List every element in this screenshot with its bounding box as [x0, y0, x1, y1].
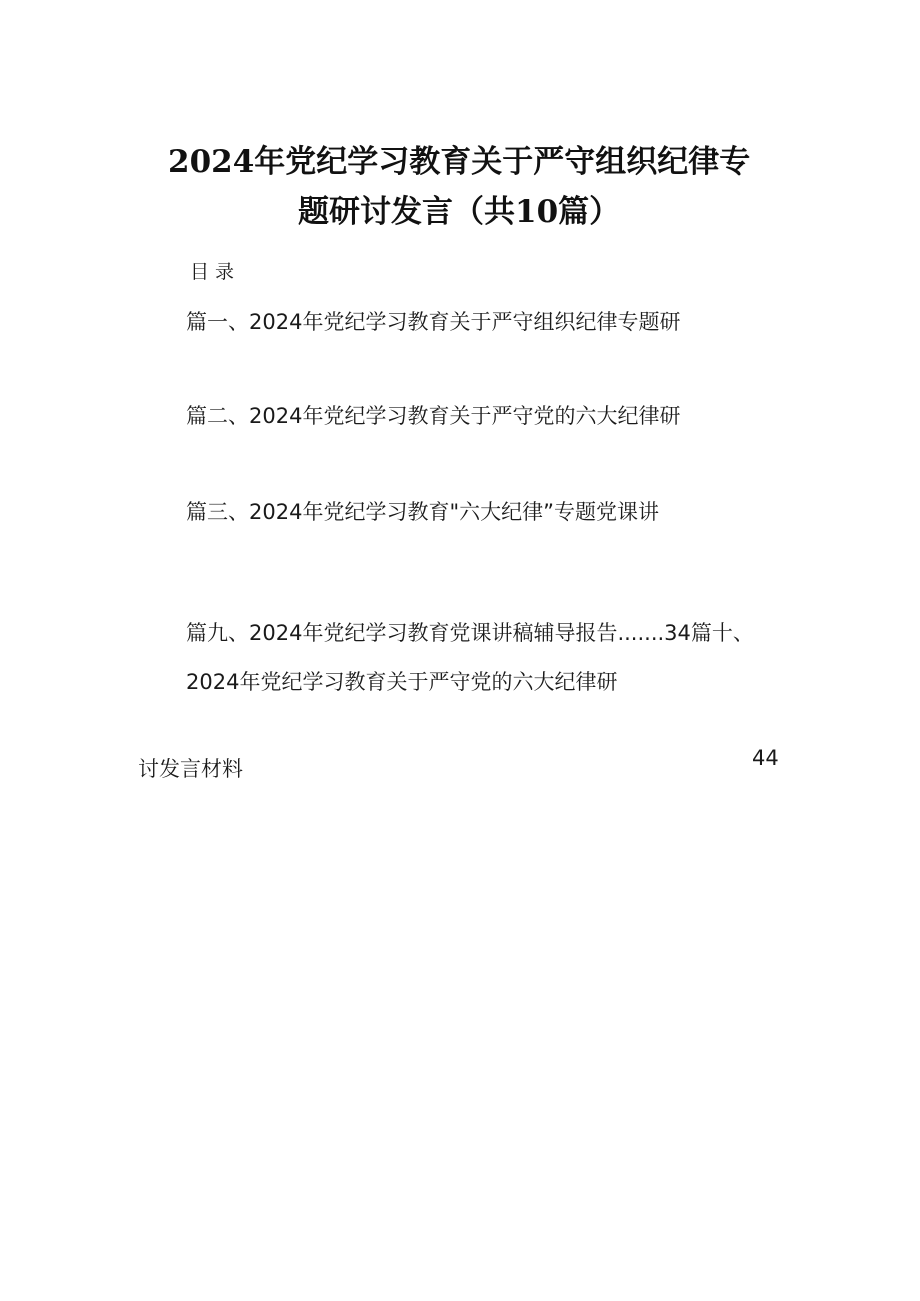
- toc-entry[interactable]: 篇一、2024年党纪学习教育关于严守组织纪律专题研: [186, 310, 681, 334]
- toc-page-number: 44: [752, 746, 779, 770]
- document-title-line-2: 题研讨发言（共10篇）: [298, 194, 621, 230]
- toc-entry[interactable]: 篇九、2024年党纪学习教育党课讲稿辅导报告.......34篇十、: [186, 621, 754, 645]
- toc-entry[interactable]: 2024年党纪学习教育关于严守党的六大纪律研: [186, 670, 618, 694]
- toc-entry[interactable]: 篇三、2024年党纪学习教育"六大纪律”专题党课讲: [186, 500, 659, 524]
- toc-entry-continuation: 讨发言材料: [138, 757, 243, 781]
- toc-entry[interactable]: 篇二、2024年党纪学习教育关于严守党的六大纪律研: [186, 404, 681, 428]
- document-title-line-1: 2024年党纪学习教育关于严守组织纪律专: [168, 144, 751, 180]
- toc-heading: 目录: [190, 261, 241, 283]
